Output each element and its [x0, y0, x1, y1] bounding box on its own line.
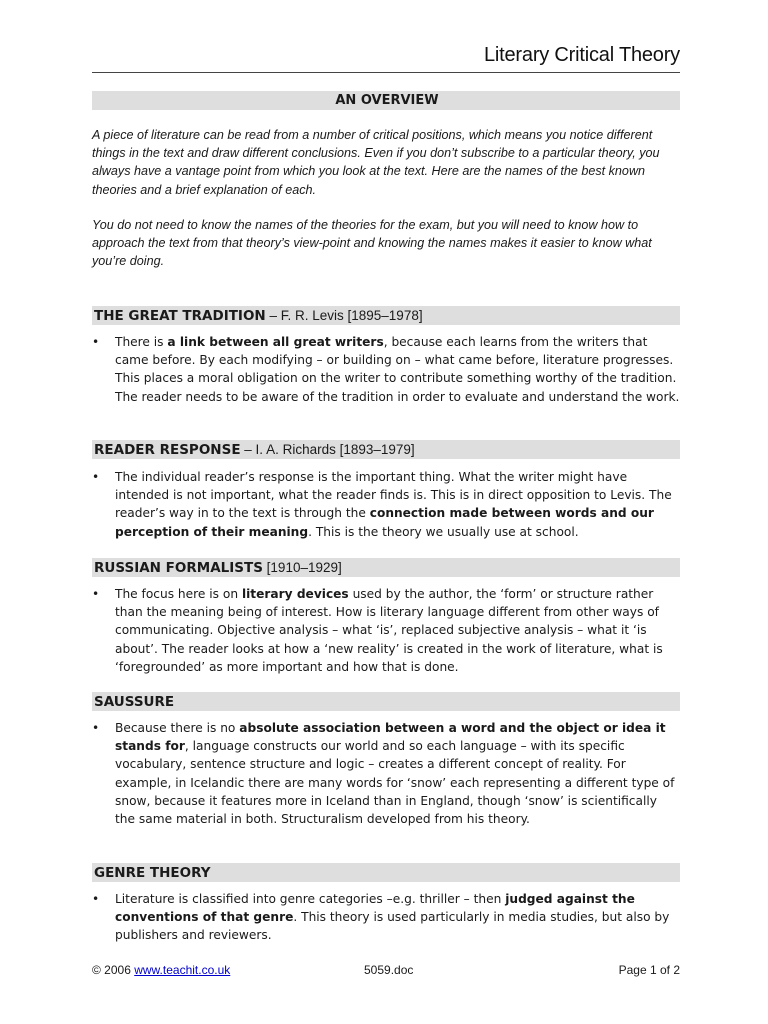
section-title: SAUSSURE: [94, 694, 175, 710]
section-title: GENRE THEORY: [94, 865, 211, 881]
emphasis-text: absolute association between a word and the object or idea it stands for: [115, 721, 666, 754]
footer-doc-name: 5059.doc: [364, 963, 414, 977]
emphasis-text: judged against the conventions of that genre: [115, 892, 635, 925]
section-heading: [92, 863, 680, 882]
body-text: , because each learns from the writers that came before. By each modifying – or building on – what came before, literature progresses. This places a moral obligation on the writer to contribute something worthy of the tradition. The reader needs to be aware of the tradition in order to evaluate and understand the work.: [115, 335, 680, 404]
bullet-text: [115, 890, 680, 945]
bullet-item: [92, 333, 680, 406]
section-heading: [92, 440, 680, 459]
bullet-text: [115, 719, 680, 828]
bullet-marker: •: [92, 587, 100, 601]
copyright-text: © 2006: [92, 963, 135, 977]
bullet-item: [92, 585, 680, 676]
emphasis-text: connection made between words and our perception of their meaning: [115, 506, 654, 539]
intro-paragraph-2: You do not need to know the names of the theories for the exam, but you will need to know how to approach the text from that theory’s view-point and knowing the names makes it easier to know what you’re doing.: [92, 218, 652, 269]
section-title: RUSSIAN FORMALISTS: [94, 560, 263, 576]
footer-page-number: Page 1 of 2: [618, 963, 680, 977]
bullet-item: [92, 719, 680, 828]
emphasis-text: a link between all great writers: [167, 335, 384, 349]
body-text: used by the author, the ‘form’ or structure rather than the meaning being of interest. How is literary language different from other ways of communicating. Objective analysis – what ‘is’, replaced subjective analysis – what it ‘is about’. The reader looks at how a ‘new reality’ is created in the work of literature, what is ‘foregrounded’ as more important and how that is done.: [115, 587, 663, 674]
section-meta: [1910–1929]: [262, 560, 342, 575]
bullet-marker: •: [92, 721, 100, 735]
section-meta: – I. A. Richards [1893–1979]: [240, 442, 415, 457]
bullet-text: [115, 468, 680, 541]
page-title: Literary Critical Theory: [483, 44, 680, 66]
section-heading: [92, 306, 680, 325]
body-text: . This is the theory we usually use at school.: [308, 524, 579, 539]
section-meta: – F. R. Levis [1895–1978]: [265, 308, 423, 323]
section-heading: [92, 558, 680, 577]
body-text: Because there is no: [115, 721, 240, 735]
bullet-marker: •: [92, 335, 100, 349]
body-text: The individual reader’s response is the important thing. What the writer might have intended is not important, what the reader finds is. This is in direct opposition to Levis. The reader’s way in to the text is through the: [115, 470, 672, 521]
overview-heading: AN OVERVIEW: [92, 91, 680, 110]
bullet-item: [92, 468, 680, 541]
bullet-text: [115, 333, 680, 406]
body-text: There is: [115, 335, 168, 349]
footer-link[interactable]: www.teachit.co.uk: [134, 963, 231, 977]
body-text: The focus here is on: [115, 587, 242, 601]
body-text: , language constructs our world and so each language – with its specific vocabulary, sentence structure and logic – creates a different concept of reality. For example, in Icelandic there are many words for ‘snow’ each representing a different type of snow, because it features more in Iceland than in England, though ‘snow’ is scientifically the same material in both. Structuralism developed from his theory.: [115, 739, 675, 827]
section-heading: [92, 692, 680, 711]
body-text: Literature is classified into genre categories –e.g. thriller – then: [115, 892, 506, 906]
bullet-item: [92, 890, 680, 945]
footer-copyright: [92, 962, 230, 978]
bullet-marker: •: [92, 470, 100, 484]
section-title: THE GREAT TRADITION: [94, 308, 266, 324]
bullet-marker: •: [92, 892, 100, 906]
body-text: . This theory is used particularly in media studies, but also by publishers and reviewers.: [115, 910, 670, 943]
section-title: READER RESPONSE: [94, 442, 241, 458]
intro-paragraph-1: A piece of literature can be read from a number of critical positions, which means you notice different things in the text and draw different conclusions. Even if you don’t subscribe to a particular theory, you always have a vantage point from which you look at the text. Here are the names of the best known theories and a brief explanation of each.: [92, 128, 660, 197]
emphasis-text: literary devices: [241, 587, 349, 601]
title-rule: [92, 72, 680, 73]
bullet-text: [115, 585, 680, 676]
